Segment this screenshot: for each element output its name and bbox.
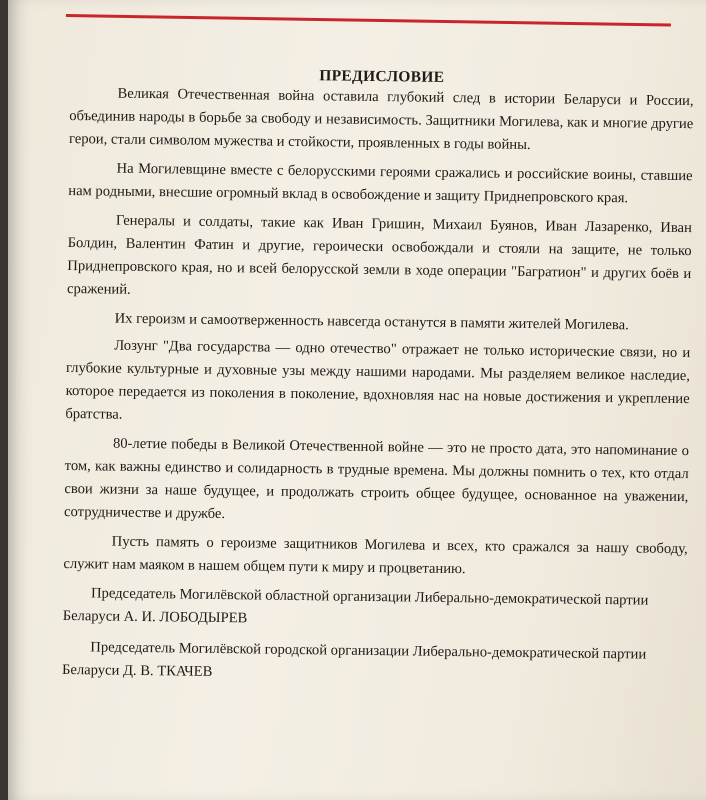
- paragraph-7: Пусть память о героизме защитников Могилева и всех, кто сражался за нашу свободу, служит нам маяком в нашем общем пути к миру и процветанию.: [63, 533, 688, 578]
- red-header-rule: [66, 14, 671, 27]
- paragraph-2: На Могилевщине вместе с белорусскими героями сражались и российские воины, ставшие нам родными, внесшие огромный вклад в освобождение и защиту Приднепровского края.: [68, 160, 693, 207]
- paragraph-5: Лозунг "Два государства — одно отечество" отражает не только исторические связи, но и глубокие культурные и духовные узы между нашими народами. Мы разделяем великое наследие, которое передается из поколения в поколение, вдохновляя нас на новые достижения и укрепление братства.: [65, 337, 691, 423]
- document-body: [62, 62, 694, 698]
- paragraph-6: 80-летие победы в Великой Отечественной войне — это не просто дата, это напоминание о том, как важны единство и солидарность в трудные времена. Мы должны помнить о тех, кто отдал свои жизни за наше будущее, и продолжать строить общее будущее, основанное на уважении, сотрудничестве и дружбе.: [64, 435, 690, 523]
- signature-city: Председатель Могилёвской городской организации Либерально-демократической партии Беларуси Д. В. ТКАЧЕВ: [61, 639, 647, 680]
- document-page: [8, 0, 706, 800]
- page-title: ПРЕДИСЛОВИЕ: [319, 67, 445, 86]
- signature-regional: Председатель Могилёвской областной организации Либерально-демократической партии Беларуси А. И. ЛОБОДЫРЕВ: [62, 585, 649, 627]
- paragraph-4: Их героизм и самоотверженность навсегда останутся в памяти жителей Могилева.: [114, 310, 629, 334]
- paragraph-1: Великая Отечественная война оставила глубокий след в истории Беларуси и России, объединив народы в борьбе за свободу и независимость. Защитники Могилева, как и многие другие герои, стали символом мужества и стойкости, проявленных в годы войны.: [68, 85, 694, 154]
- paragraph-3: Генералы и солдаты, такие как Иван Гришин, Михаил Буянов, Иван Лазаренко, Иван Болдин, Валентин Фатин и другие, героически освобождали и стояли на защите, не только Приднепровского края, но и всей белорусской земли в ходе операции "Багратион" и других боёв и сражений.: [66, 212, 692, 298]
